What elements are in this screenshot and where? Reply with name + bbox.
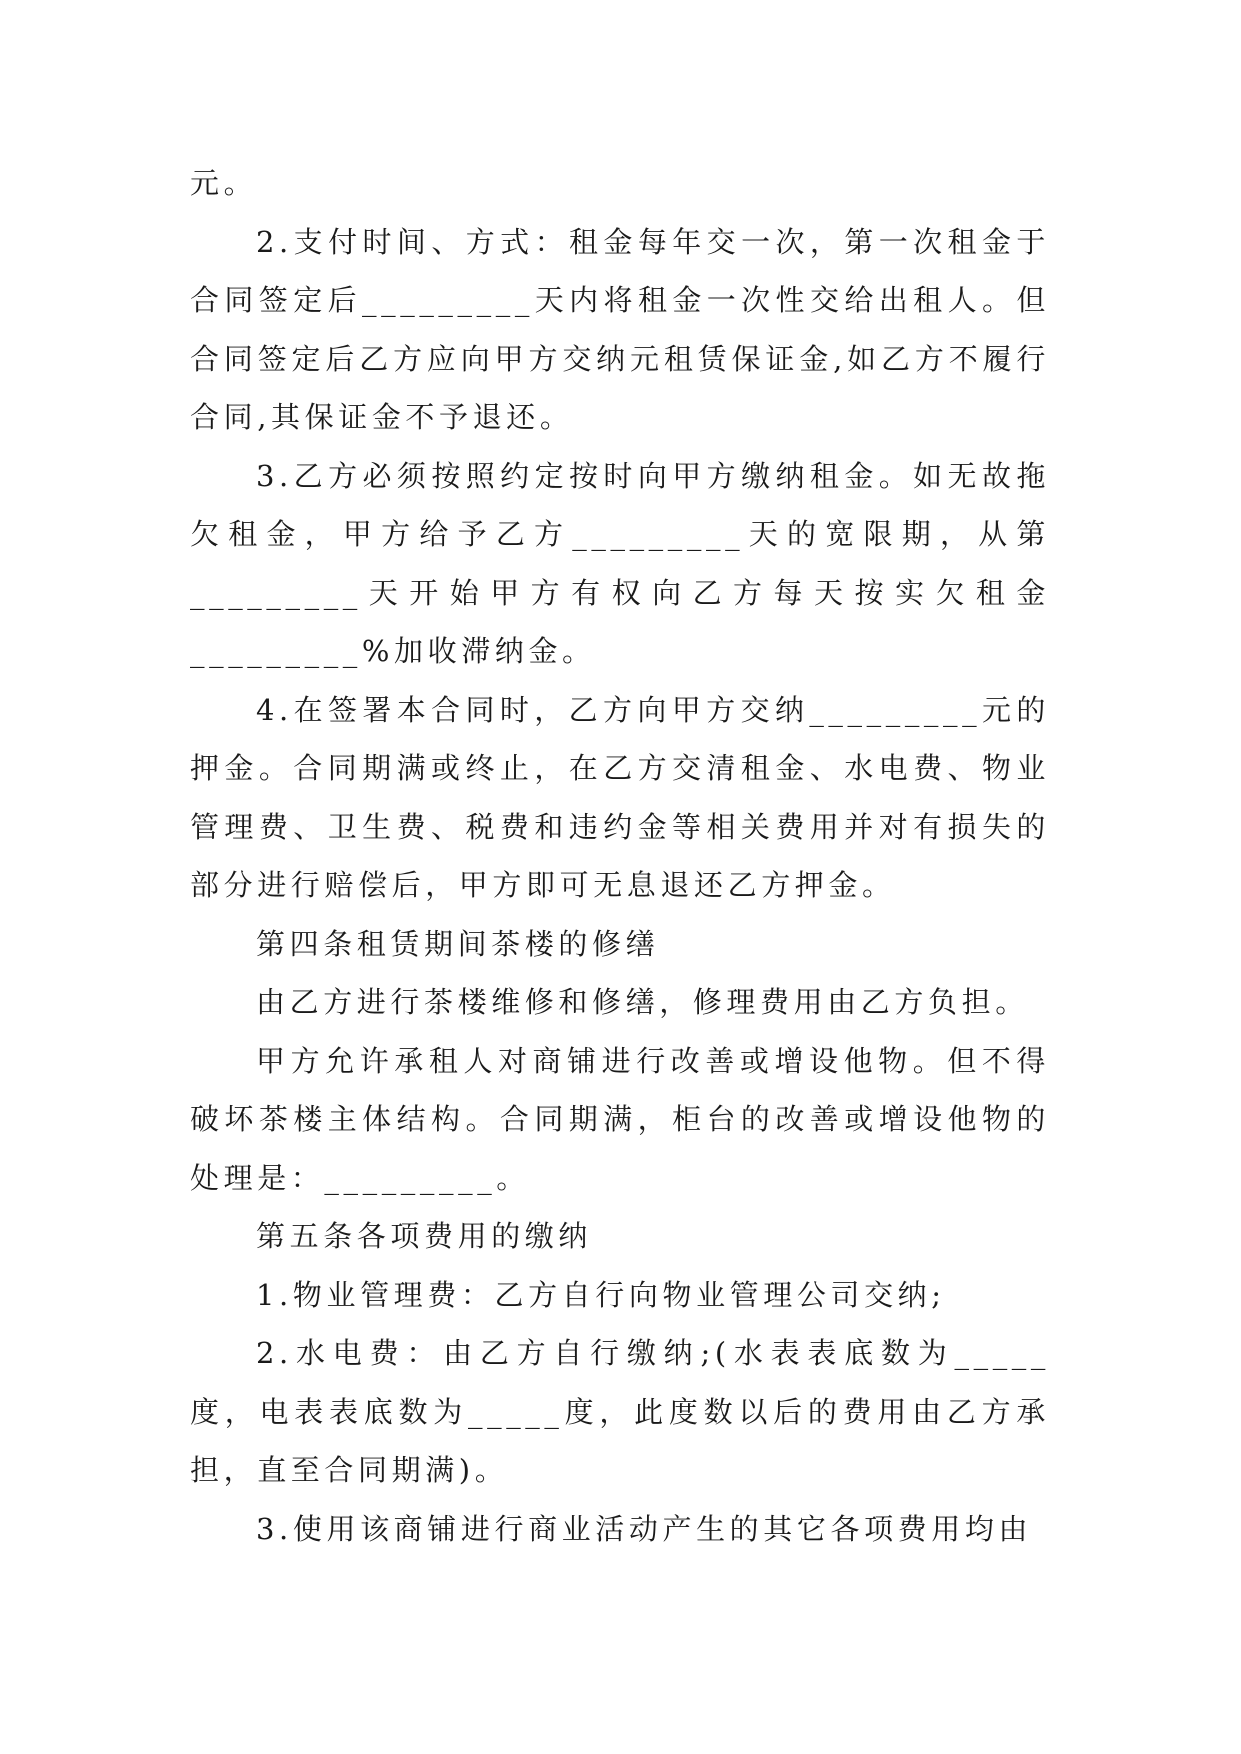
document-body <box>190 154 1050 1558</box>
section-heading: 第五条各项费用的缴纳 <box>256 1219 593 1253</box>
paragraph: 3.乙方必须按照约定按时向甲方缴纳租金。如无故拖欠租金，甲方给予乙方_________天的宽限期，从第_________天开始甲方有权向乙方每天按实欠租金_________%加收滞纳金。 <box>190 458 1050 668</box>
paragraph: 由乙方进行茶楼维修和修缮，修理费用由乙方负担。 <box>256 985 1029 1019</box>
paragraph: 甲方允许承租人对商铺进行改善或增设他物。但不得破坏茶楼主体结构。合同期满，柜台的改善或增设他物的处理是：_________。 <box>190 1043 1050 1195</box>
paragraph: 2.支付时间、方式：租金每年交一次，第一次租金于合同签定后_________天内将租金一次性交给出租人。但合同签定后乙方应向甲方交纳元租赁保证金,如乙方不履行合同,其保证金不予退还。 <box>190 224 1050 434</box>
paragraph: 元。 <box>190 166 258 200</box>
paragraph: 4.在签署本合同时，乙方向甲方交纳_________元的押金。合同期满或终止，在乙方交清租金、水电费、物业管理费、卫生费、税费和违约金等相关费用并对有损失的部分进行赔偿后，甲方即可无息退还乙方押金。 <box>190 692 1050 902</box>
paragraph: 2.水电费：由乙方自行缴纳;(水表表底数为_____度，电表表底数为_____度，此度数以后的费用由乙方承担，直至合同期满)。 <box>190 1336 1050 1487</box>
paragraph: 3.使用该商铺进行商业活动产生的其它各项费用均由 <box>256 1511 1033 1546</box>
section-heading: 第四条租赁期间茶楼的修缮 <box>256 926 660 961</box>
paragraph: 1.物业管理费：乙方自行向物业管理公司交纳; <box>256 1277 946 1312</box>
